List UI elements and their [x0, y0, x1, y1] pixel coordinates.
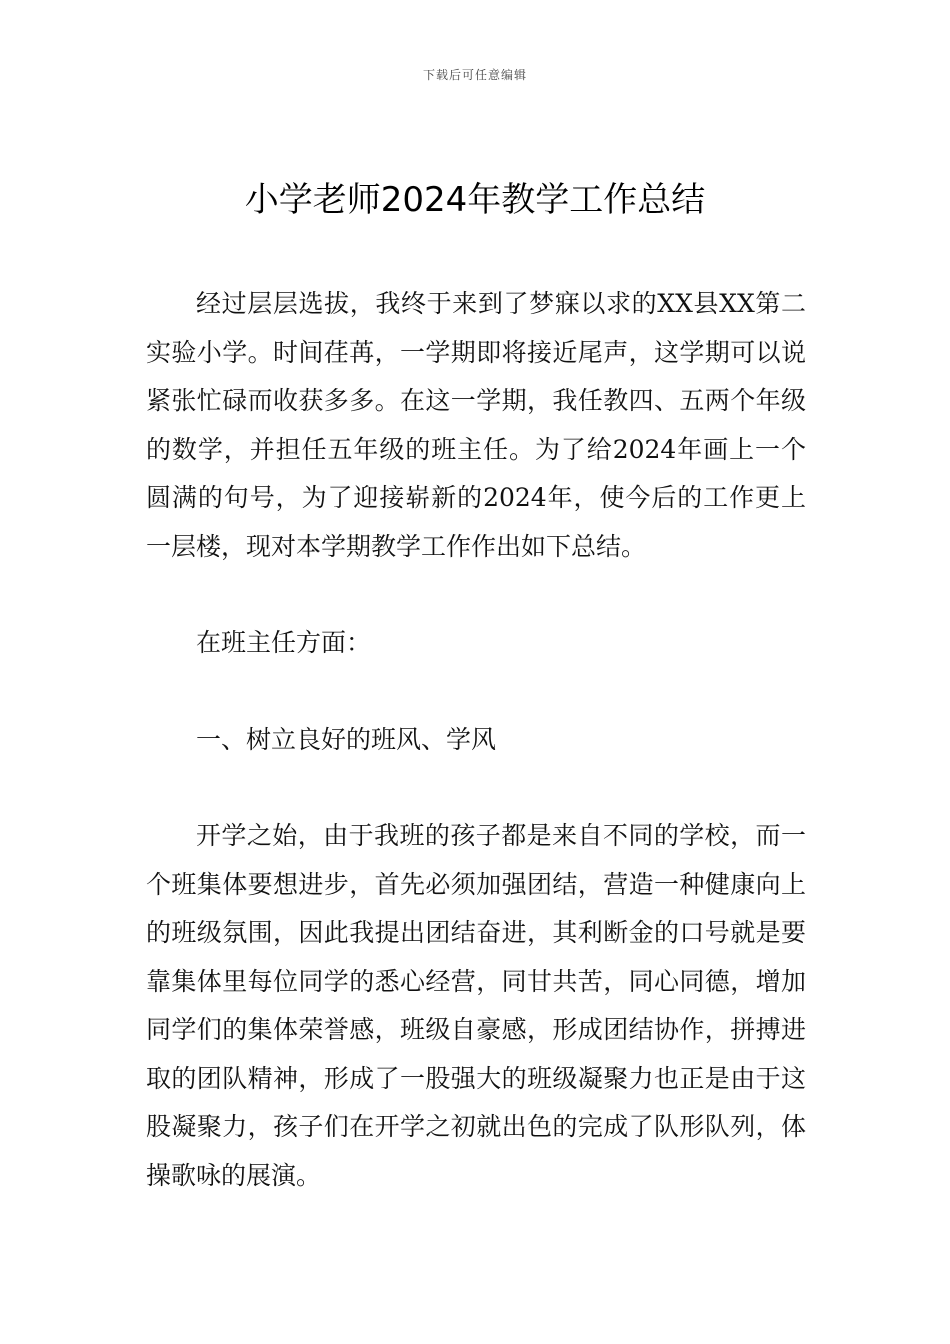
subheading-class-style: 一、树立良好的班风、学风: [196, 724, 497, 754]
intro-paragraph: 经过层层选拔，我终于来到了梦寐以求的XX县XX第二实验小学。时间荏苒，一学期即将接近尾声，这学期可以说紧张忙碌而收获多多。在这一学期，我任教四、五两个年级的数学，并担任五年级的班主任。为了给2024年画上一个圆满的句号，为了迎接崭新的2024年，使今后的工作更上一层楼，现对本学期教学工作作出如下总结。: [146, 289, 806, 561]
page-header-note: 下载后可任意编辑: [422, 68, 527, 82]
document-body: [146, 280, 806, 1200]
section-heading-class-teacher: 在班主任方面：: [196, 628, 372, 657]
document-title: 小学老师2024年教学工作总结: [244, 180, 706, 220]
body-paragraph-class-unity: 开学之始，由于我班的孩子都是来自不同的学校，而一个班集体要想进步，首先必须加强团结，营造一种健康向上的班级氛围，因此我提出团结奋进，其利断金的口号就是要靠集体里每位同学的悉心经营，同甘共苦，同心同德，增加同学们的集体荣誉感，班级自豪感，形成团结协作，拼搏进取的团队精神，形成了一股强大的班级凝聚力也正是由于这股凝聚力，孩子们在开学之初就出色的完成了队形队列，体操歌咏的展演。: [146, 821, 806, 1190]
